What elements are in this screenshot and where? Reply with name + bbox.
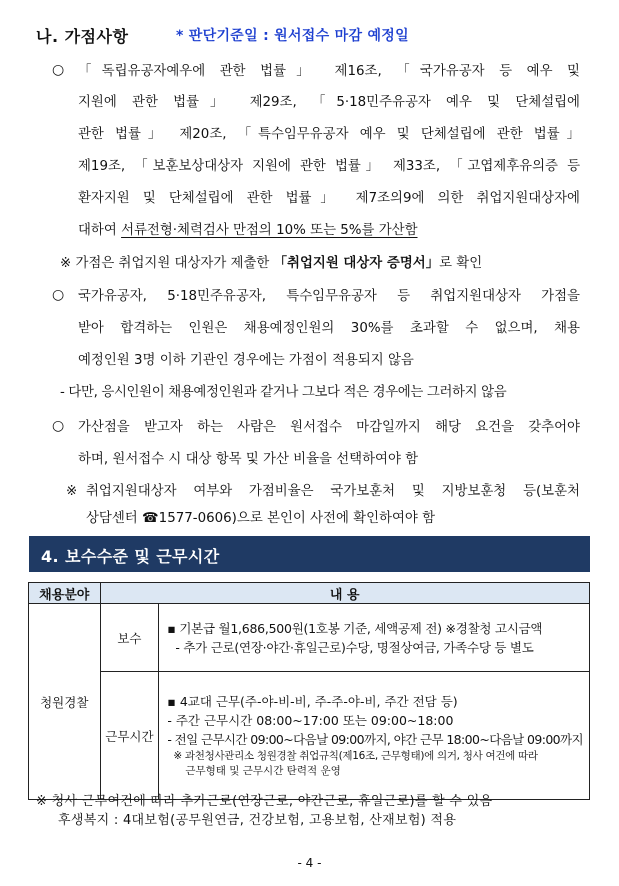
- verification-note-line: 상담센터 ☎1577-0606)으로 본인이 사전에 확인하여야 함: [86, 511, 436, 526]
- hours-note-line: ※ 과천청사관리소 청원경찰 취업규칙(제16조, 근무형태)에 의거, 청사 여건에 따라: [173, 750, 538, 762]
- block3-line: 가산점을 받고자 하는 사람은 원서접수 마감일까지 해당 요건을 갖추어야: [78, 420, 580, 435]
- block1-last-prefix: 대하여: [78, 223, 122, 238]
- pay-hours-table: [28, 582, 590, 800]
- block3-line: 하며, 원서접수 시 대상 항목 및 가산 비율을 선택하여야 함: [78, 452, 419, 467]
- category-cell: 청원경찰: [29, 604, 101, 800]
- criteria-note: * 판단기준일 : 원서접수 마감 예정일: [176, 28, 409, 44]
- pay-content-cell: [159, 604, 590, 672]
- table-header-field: 채용분야: [29, 583, 101, 604]
- block2-line: 예정인원 3명 이하 기관인 경우에는 가점이 적용되지 않음: [78, 353, 414, 368]
- row-label-hours: 근무시간: [100, 672, 159, 800]
- exception-note: [60, 383, 506, 403]
- dash-mark: -: [60, 385, 65, 400]
- verification-note-line: 취업지원대상자 여부와 가점비율은 국가보훈처 및 지방보훈청 등(보훈처: [86, 484, 580, 499]
- exception-note-text: 다만, 응시인원이 채용예정인원과 같거나 그보다 적은 경우에는 그러하지 않음: [68, 385, 507, 400]
- page-number: - 4 -: [297, 856, 322, 870]
- table-header-content: 내 용: [100, 583, 590, 604]
- block1-line: 제19조, 「보훈보상대상자 지원에 관한 법률」 제33조, 「고엽제후유의증 등: [78, 159, 580, 174]
- hours-note-line: 근무형태 및 근무시간 탄력적 운영: [185, 765, 341, 777]
- row-label-pay: 보수: [100, 604, 159, 672]
- block1-last-line: [78, 221, 418, 241]
- certificate-name: 「취업지원 대상자 증명서」: [273, 256, 440, 271]
- hours-line: ▪ 4교대 근무(주-야-비-비, 주-주-야-비, 주간 전담 등): [167, 694, 458, 709]
- circle-bullet-icon: ○: [52, 418, 65, 434]
- circle-bullet-icon: ○: [52, 287, 65, 303]
- hours-content-cell: [159, 672, 590, 800]
- block2-line: 국가유공자, 5·18민주유공자, 특수임무유공자 등 취업지원대상자 가점을: [78, 289, 580, 304]
- reference-mark: ※: [66, 484, 78, 499]
- pay-line: ▪ 기본급 월1,686,500원(1호봉 기준, 세액공제 전) ※경찰청 고시금액: [167, 620, 543, 636]
- hours-line: - 주간 근무시간 08:00~17:00 또는 09:00~18:00: [167, 713, 454, 728]
- block1-line: 「독립유공자예우에 관한 법률」 제16조, 「국가유공자 등 예우 및: [78, 64, 580, 79]
- section-4-title-bar: [29, 536, 590, 572]
- hours-line: - 전일 근무시간 09:00~다음날 09:00까지, 야간 근무 18:00~다음날 09:00까지: [167, 732, 583, 747]
- section-4-title: 4. 보수수준 및 근무시간: [41, 547, 220, 566]
- block1-line: 관한 법률」 제20조, 「특수임무유공자 예우 및 단체설립에 관한 법률」: [78, 127, 580, 142]
- certificate-note: [60, 254, 482, 274]
- block1-line: 지원에 관한 법률」 제29조, 「5·18민주유공자 예우 및 단체설립에: [78, 95, 580, 110]
- footer-note-line: ※ 청사 근무여건에 따라 추가근로(연장근로, 야간근로, 휴일근로)를 할 수 있음: [36, 794, 493, 809]
- pay-line: - 추가 근로(연장·야간·휴일근로)수당, 명절상여금, 가족수당 등 별도: [175, 639, 534, 655]
- reference-mark: ※: [60, 256, 72, 271]
- block2-line: 받아 합격하는 인원은 채용예정인원의 30%를 초과할 수 없으며, 채용: [78, 321, 580, 336]
- bonus-rate-text: 서류전형·체력검사 만점의 10% 또는 5%를 가산함: [121, 223, 418, 238]
- certificate-note-suffix: 로 확인: [439, 256, 483, 271]
- block1-line: 환자지원 및 단체설립에 관한 법률」 제7조의9에 의한 취업지원대상자에: [78, 191, 580, 206]
- certificate-note-text: 가점은 취업지원 대상자가 제출한: [75, 256, 274, 271]
- circle-bullet-icon: ○: [52, 62, 65, 78]
- section-heading: 나. 가점사항: [36, 27, 129, 46]
- footer-note-line: 후생복지 : 4대보험(공무원연금, 건강보험, 고용보험, 산재보험) 적용: [58, 813, 457, 828]
